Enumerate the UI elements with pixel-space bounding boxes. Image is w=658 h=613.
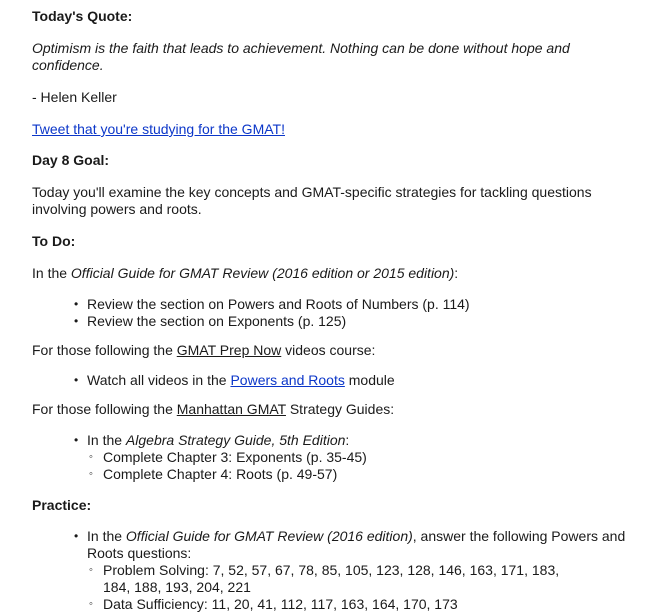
data-sufficiency-item: ◦ Data Sufficiency: 11, 20, 41, 112, 117, 163, 164, 170, 173	[89, 596, 589, 613]
manhattan-gmat-link[interactable]: Manhattan GMAT	[176, 401, 286, 417]
goal-text: Today you'll examine the key concepts and GMAT-specific strategies for tackling questions involving powers and roots.	[32, 184, 592, 217]
list-item: ◦ Complete Chapter 3: Exponents (p. 35-45)	[89, 449, 644, 466]
tweet-link[interactable]: Tweet that you're studying for the GMAT!	[32, 121, 285, 137]
practice-heading: Practice:	[32, 497, 92, 513]
list-item: • In the Official Guide for GMAT Review (2016 edition), answer the following Powers and Roots questions: ◦ Problem Solving: 7, 52, 57, 67, 78, 85, 105, 123, 128, 146, 163, 171, 183, 184, 188, 193, 204, 221 ◦ Data Sufficiency: 11, 20, 41, 112, 117, 163, 164, 170, 173	[74, 528, 627, 613]
goal-heading: Day 8 Goal:	[32, 152, 110, 168]
manhattan-gmat-sublist	[89, 449, 644, 483]
problem-solving-item: ◦ Problem Solving: 7, 52, 57, 67, 78, 85, 105, 123, 128, 146, 163, 171, 183, 184, 188, 193, 204, 221	[89, 562, 589, 596]
official-guide-list	[74, 296, 644, 330]
practice-sublist	[89, 562, 589, 613]
gmat-prep-now-link[interactable]: GMAT Prep Now	[176, 342, 282, 358]
list-item: • Watch all videos in the Powers and Roots module	[74, 372, 644, 389]
quote-heading: Today's Quote:	[32, 8, 133, 24]
list-item: • Review the section on Exponents (p. 125)	[74, 313, 644, 330]
powers-and-roots-link[interactable]: Powers and Roots	[230, 372, 345, 388]
quote-author: - Helen Keller	[32, 89, 117, 105]
todo-heading: To Do:	[32, 233, 76, 249]
list-item: • In the Algebra Strategy Guide, 5th Edition: ◦ Complete Chapter 3: Exponents (p. 35-45) ◦ Complete Chapter 4: Roots (p. 49-57)	[74, 432, 644, 483]
quote-text: Optimism is the faith that leads to achievement. Nothing can be done without hope and confidence.	[32, 40, 570, 73]
gmat-prep-now-line: For those following the GMAT Prep Now videos course:	[32, 342, 376, 358]
list-item: ◦ Complete Chapter 4: Roots (p. 49-57)	[89, 466, 644, 483]
practice-list	[74, 528, 644, 613]
gmat-prep-now-list	[74, 372, 644, 389]
list-item: • Review the section on Powers and Roots of Numbers (p. 114)	[74, 296, 644, 313]
official-guide-line: In the Official Guide for GMAT Review (2016 edition or 2015 edition):	[32, 265, 459, 281]
manhattan-gmat-line: For those following the Manhattan GMAT Strategy Guides:	[32, 401, 395, 417]
tweet-paragraph	[32, 121, 644, 138]
manhattan-gmat-list	[74, 432, 644, 483]
